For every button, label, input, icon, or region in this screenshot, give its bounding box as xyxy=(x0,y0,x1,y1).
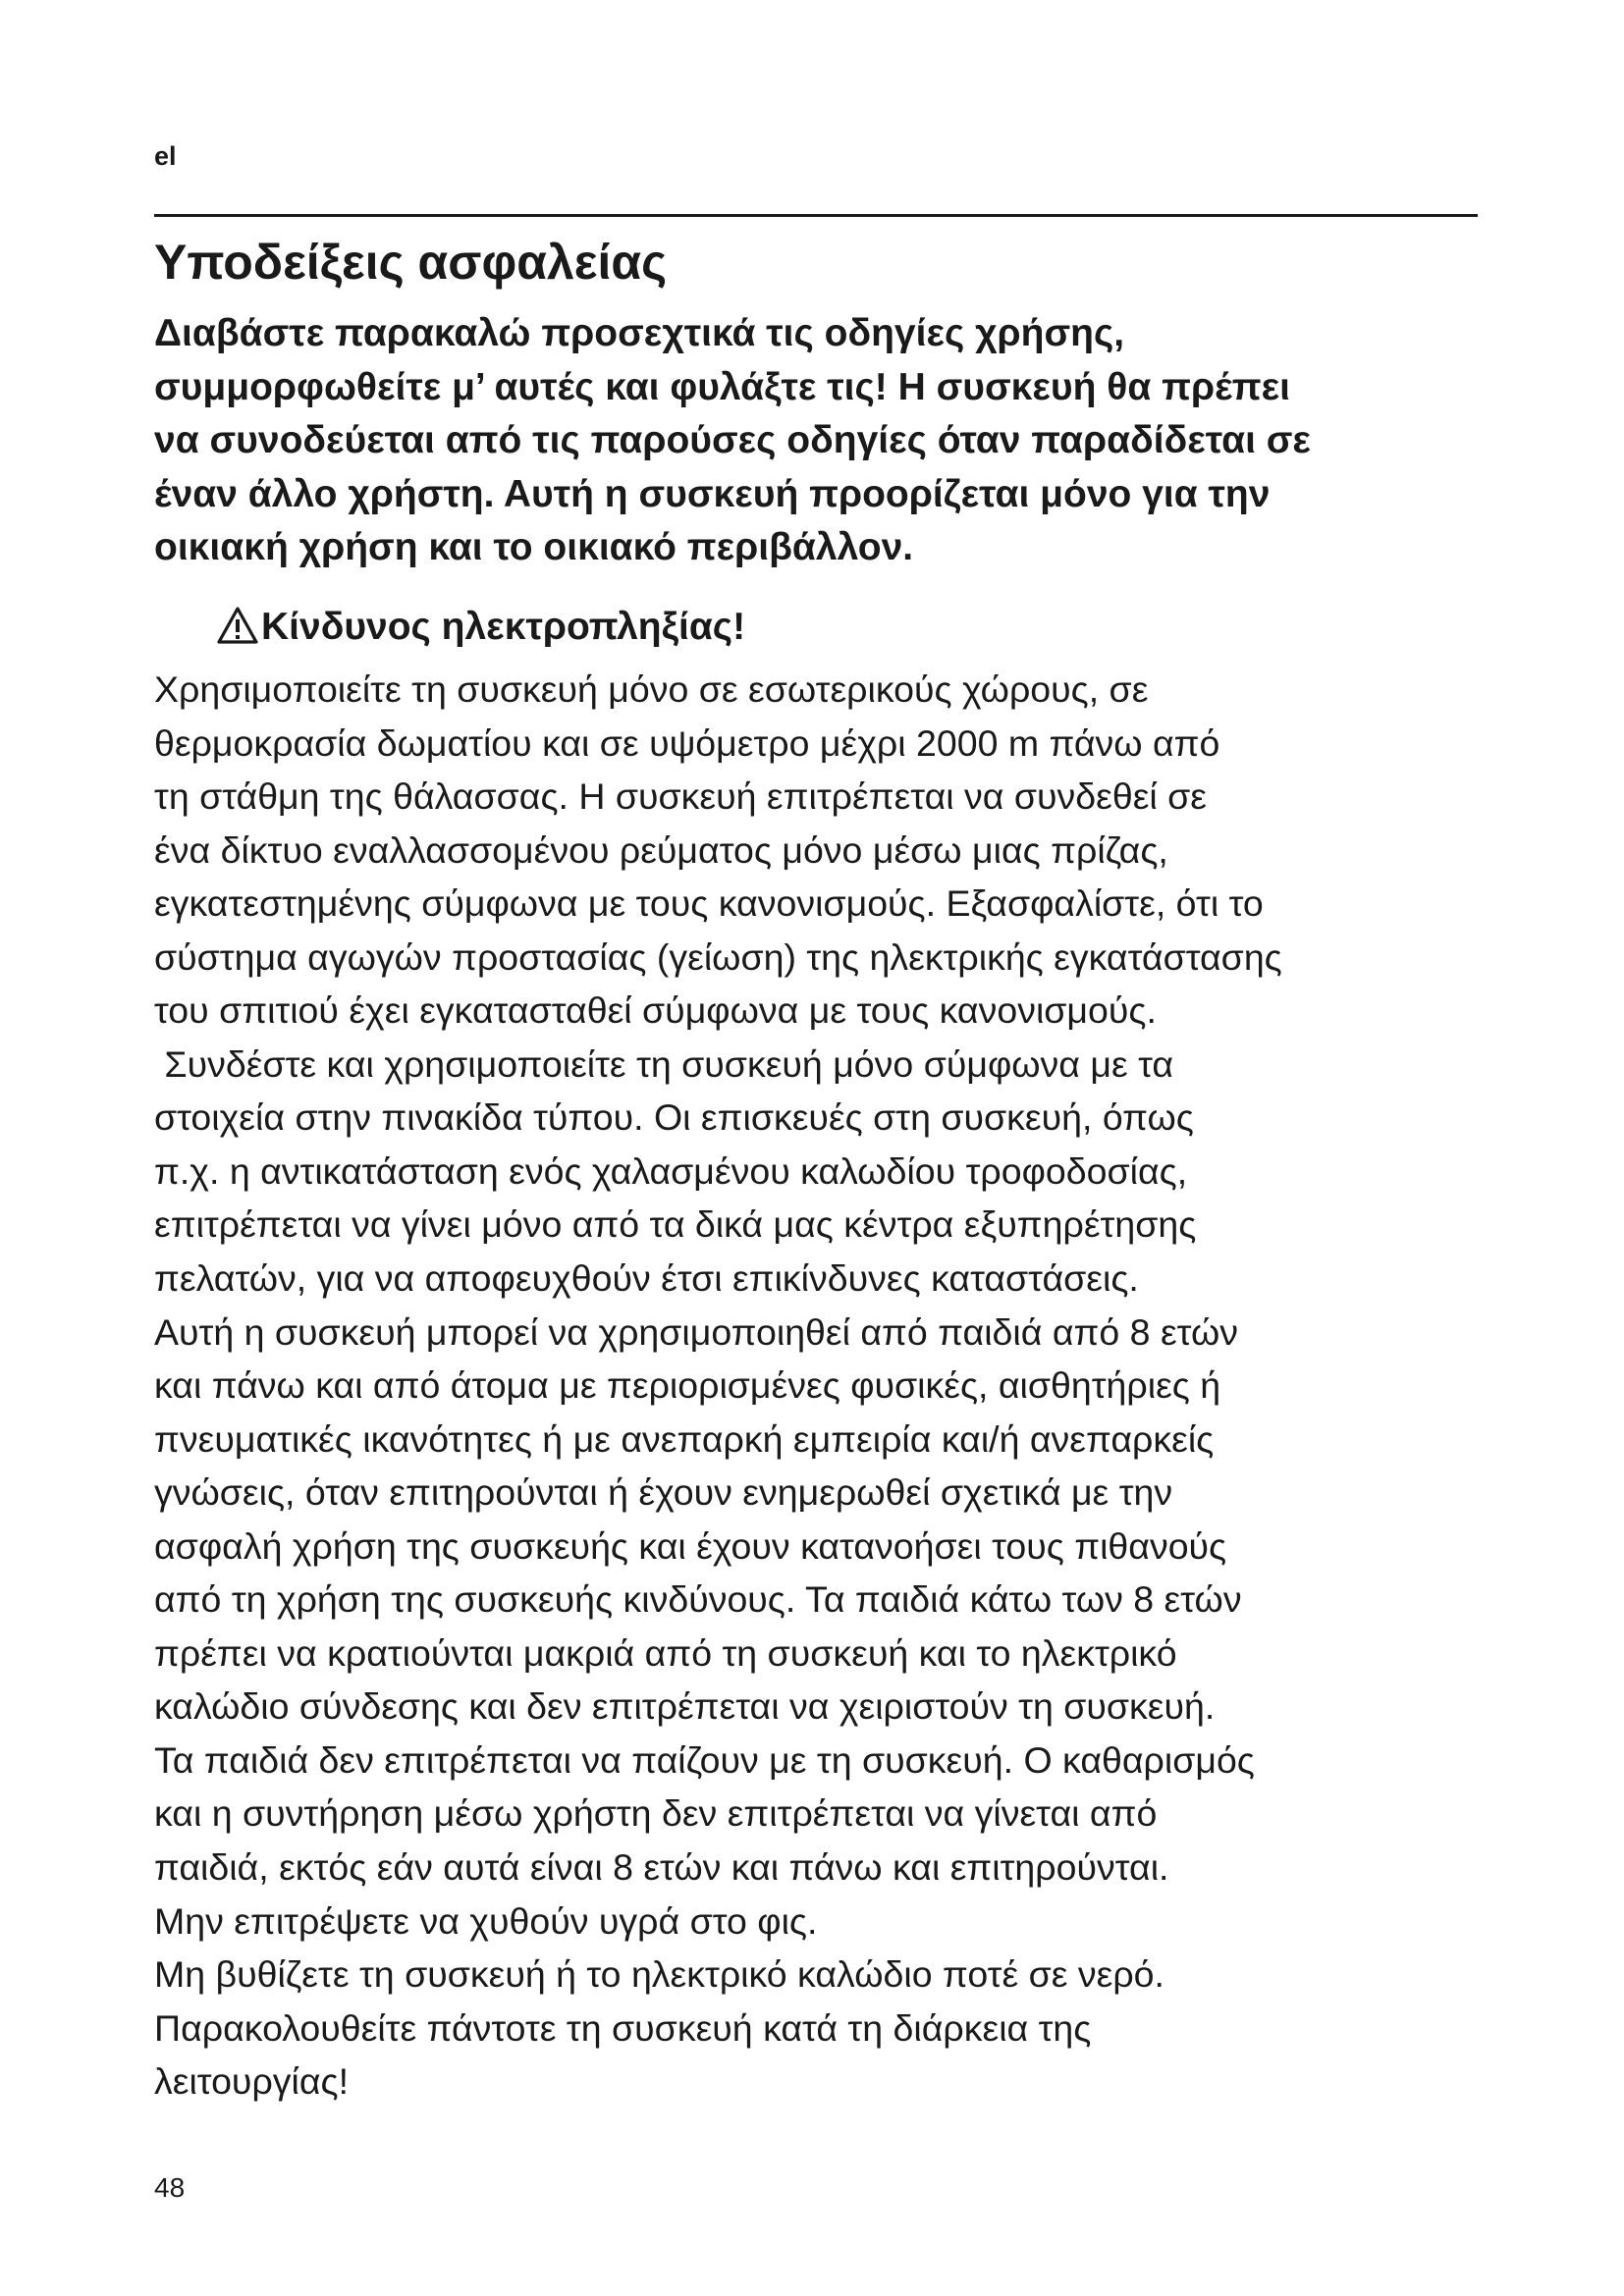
body-line: Μην επιτρέψετε να χυθούν υγρά στο φις. xyxy=(154,1899,818,1942)
body-line: Τα παιδιά δεν επιτρέπεται να παίζουν με τη συσκευή. Ο καθαρισμός xyxy=(154,1738,1255,1781)
body-line: τη στάθμη της θάλασσας. Η συσκευή επιτρέπεται να συνδεθεί σε xyxy=(154,775,1208,818)
body-line: λειτουργίας! xyxy=(154,2060,350,2103)
body-line: εγκατεστημένης σύμφωνα με τους κανονισμούς. Εξασφαλίστε, ότι το xyxy=(154,882,1264,925)
language-code: el xyxy=(154,141,177,171)
body-line: Χρησιμοποιείτε τη συσκευή μόνο σε εσωτερικούς χώρους, σε xyxy=(154,668,1149,710)
body-line: από τη χρήση της συσκευής κινδύνους. Τα παιδιά κάτω των 8 ετών xyxy=(154,1578,1242,1621)
warning-heading xyxy=(216,601,745,654)
body-line: πελατών, για να αποφευχθούν έτσι επικίνδυνες καταστάσεις. xyxy=(154,1257,1139,1300)
intro-line: συμμορφωθείτε μ’ αυτές και φυλάξτε τις! Η συσκευή θα πρέπει xyxy=(154,365,1290,408)
body-line: π.χ. η αντικατάσταση ενός χαλασμένου καλωδίου τροφοδοσίας, xyxy=(154,1149,1188,1192)
section-title: Υποδείξεις ασφαλείας xyxy=(154,235,668,290)
body-line: παιδιά, εκτός εάν αυτά είναι 8 ετών και πάνω και επιτηρούνται. xyxy=(154,1846,1169,1889)
header-rule xyxy=(154,214,1478,217)
body-line: καλώδιο σύνδεσης και δεν επιτρέπεται να χειριστούν τη συσκευή. xyxy=(154,1685,1216,1728)
body-line: γνώσεις, όταν επιτηρούνται ή έχουν ενημερωθεί σχετικά με την xyxy=(154,1471,1173,1514)
intro-paragraph xyxy=(154,307,1509,575)
body-line: επιτρέπεται να γίνει μόνο από τα δικά μας κέντρα εξυπηρέτησης xyxy=(154,1203,1197,1246)
body-line: πνευματικές ικανότητες ή με ανεπαρκή εμπειρία και/ή ανεπαρκείς xyxy=(154,1417,1215,1460)
body-line: του σπιτιού έχει εγκατασταθεί σύμφωνα με τους κανονισμούς. xyxy=(154,989,1157,1032)
body-line: Παρακολουθείτε πάντοτε τη συσκευή κατά τη διάρκεια της xyxy=(154,2006,1092,2049)
body-line: σύστημα αγωγών προστασίας (γείωση) της ηλεκτρικής εγκατάστασης xyxy=(154,935,1282,978)
intro-line: οικιακή χρήση και το οικιακό περιβάλλον. xyxy=(154,526,914,568)
intro-line: Διαβάστε παρακαλώ προσεχτικά τις οδηγίες χρήσης, xyxy=(154,312,1125,354)
body-line: και πάνω και από άτομα με περιορισμένες φυσικές, αισθητήριες ή xyxy=(154,1364,1221,1407)
intro-line: να συνοδεύεται από τις παρούσες οδηγίες όταν παραδίδεται σε xyxy=(154,419,1311,461)
body-line: Μη βυθίζετε τη συσκευή ή το ηλεκτρικό καλώδιο ποτέ σε νερό. xyxy=(154,1953,1164,1996)
body-line: ένα δίκτυο εναλλασσομένου ρεύματος μόνο μέσω μιας πρίζας, xyxy=(154,828,1168,871)
intro-line: έναν άλλο χρήστη. Αυτή η συσκευή προορίζεται μόνο για την xyxy=(154,472,1271,515)
body-line: πρέπει να κρατιούνται μακριά από τη συσκευή και το ηλεκτρικό xyxy=(154,1631,1177,1674)
warning-triangle-icon xyxy=(216,606,259,645)
body-line: στοιχεία στην πινακίδα τύπου. Οι επισκευές στη συσκευή, όπως xyxy=(154,1096,1194,1139)
body-line: ασφαλή χρήση της συσκευής και έχουν κατανοήσει τους πιθανούς xyxy=(154,1524,1227,1567)
safety-body-text xyxy=(154,663,1509,2109)
body-line: Συνδέστε και χρησιμοποιείτε τη συσκευή μόνο σύμφωνα με τα xyxy=(154,1042,1174,1085)
body-line: Αυτή η συσκευή μπορεί να χρησιμοποιηθεί από παιδιά από 8 ετών xyxy=(154,1310,1238,1353)
page-number: 48 xyxy=(154,2172,186,2203)
warning-label: Κίνδυνος ηλεκτροπληξίας! xyxy=(261,606,746,648)
body-line: και η συντήρηση μέσω χρήστη δεν επιτρέπεται να γίνεται από xyxy=(154,1792,1158,1835)
body-line: θερμοκρασία δωματίου και σε υψόμετρο μέχρι 2000 m πάνω από xyxy=(154,721,1220,764)
